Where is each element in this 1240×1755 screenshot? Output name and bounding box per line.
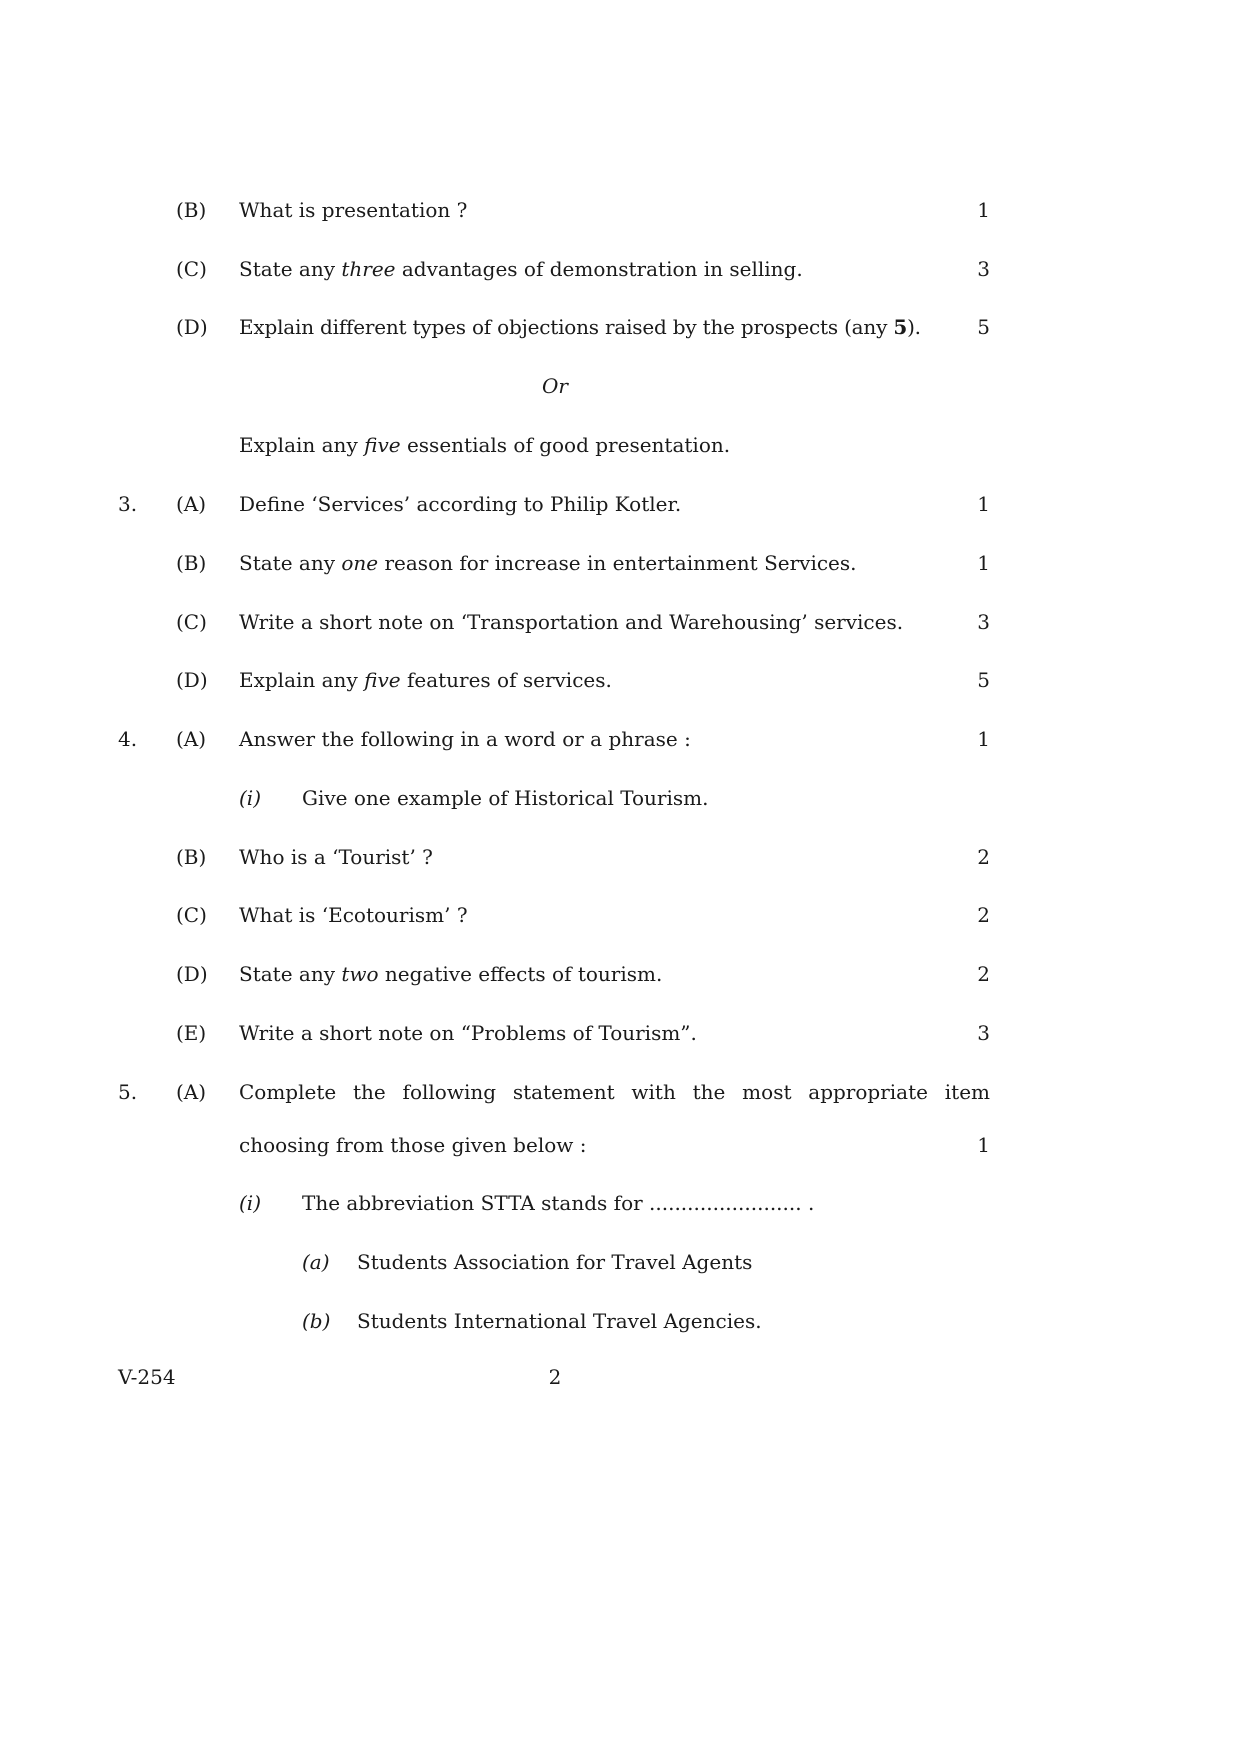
question-text: State any three advantages of demonstration in selling. <box>239 257 803 281</box>
marks: 1 <box>977 492 990 516</box>
page-footer <box>0 1362 1110 1392</box>
marks: 1 <box>977 727 990 751</box>
marks: 3 <box>977 610 990 634</box>
option-label: (a) <box>302 1250 330 1274</box>
or-text: Or <box>542 374 568 398</box>
question-4a-i <box>0 783 1110 813</box>
question-text: What is ‘Ecotourism’ ? <box>239 903 468 927</box>
question-label: (D) <box>176 315 208 339</box>
question-4d <box>0 959 1110 989</box>
question-3a <box>0 489 1110 519</box>
question-3c <box>0 607 1110 637</box>
question-2c <box>0 254 1110 284</box>
marks: 1 <box>977 551 990 575</box>
question-label: (C) <box>176 903 207 927</box>
or-divider <box>0 371 1110 401</box>
question-label: (C) <box>176 610 207 634</box>
marks: 1 <box>977 1133 990 1157</box>
question-2b <box>0 195 1110 225</box>
question-text: Write a short note on “Problems of Tourism”. <box>239 1021 697 1045</box>
paper-code: V-254 <box>118 1365 176 1389</box>
marks: 1 <box>977 198 990 222</box>
question-text-line-2: choosing from those given below : <box>239 1133 587 1157</box>
question-5a-i <box>0 1188 1110 1218</box>
question-number: 5. <box>118 1080 138 1104</box>
marks: 5 <box>977 668 990 692</box>
question-4e <box>0 1018 1110 1048</box>
question-text: State any one reason for increase in entertainment Services. <box>239 551 857 575</box>
sub-question-text: The abbreviation STTA stands for ........................ . <box>302 1191 815 1215</box>
question-4c <box>0 900 1110 930</box>
option-text: Students Association for Travel Agents <box>357 1250 753 1274</box>
marks: 5 <box>977 315 990 339</box>
question-label: (A) <box>176 727 207 751</box>
question-label: (B) <box>176 198 207 222</box>
question-text: What is presentation ? <box>239 198 468 222</box>
question-label: (D) <box>176 668 208 692</box>
question-label: (A) <box>176 492 207 516</box>
question-label: (E) <box>176 1021 207 1045</box>
question-number: 4. <box>118 727 138 751</box>
question-text: Who is a ‘Tourist’ ? <box>239 845 433 869</box>
question-2d <box>0 312 1110 342</box>
page-number: 2 <box>548 1365 562 1389</box>
question-label: (B) <box>176 551 207 575</box>
marks: 2 <box>977 845 990 869</box>
option-a <box>0 1247 1110 1277</box>
sub-question-label: (i) <box>239 786 262 810</box>
question-number: 3. <box>118 492 138 516</box>
marks: 3 <box>977 257 990 281</box>
question-3b <box>0 548 1110 578</box>
question-text: State any two negative effects of tourism. <box>239 962 663 986</box>
question-label: (A) <box>176 1080 207 1104</box>
marks: 3 <box>977 1021 990 1045</box>
question-text: Answer the following in a word or a phrase : <box>239 727 691 751</box>
option-text: Students International Travel Agencies. <box>357 1309 762 1333</box>
question-5a <box>0 1077 1110 1107</box>
question-label: (D) <box>176 962 208 986</box>
option-label: (b) <box>302 1309 331 1333</box>
marks: 2 <box>977 903 990 927</box>
option-b <box>0 1306 1110 1336</box>
question-text: Write a short note on ‘Transportation and Warehousing’ services. <box>239 610 904 634</box>
question-text: Define ‘Services’ according to Philip Kotler. <box>239 492 682 516</box>
marks: 2 <box>977 962 990 986</box>
question-2-alternative <box>0 430 1110 460</box>
question-5a-continued <box>0 1130 1110 1160</box>
question-text: Explain any five essentials of good presentation. <box>239 433 731 457</box>
question-text: Explain different types of objections raised by the prospects (any 5). <box>239 315 921 339</box>
question-3d <box>0 665 1110 695</box>
sub-question-label: (i) <box>239 1191 262 1215</box>
question-label: (C) <box>176 257 207 281</box>
question-text: Explain any five features of services. <box>239 668 612 692</box>
sub-question-text: Give one example of Historical Tourism. <box>302 786 709 810</box>
question-4a <box>0 724 1110 754</box>
question-text-line-1: Complete the following statement with the most appropriate item <box>239 1080 990 1104</box>
question-label: (B) <box>176 845 207 869</box>
question-4b <box>0 842 1110 872</box>
